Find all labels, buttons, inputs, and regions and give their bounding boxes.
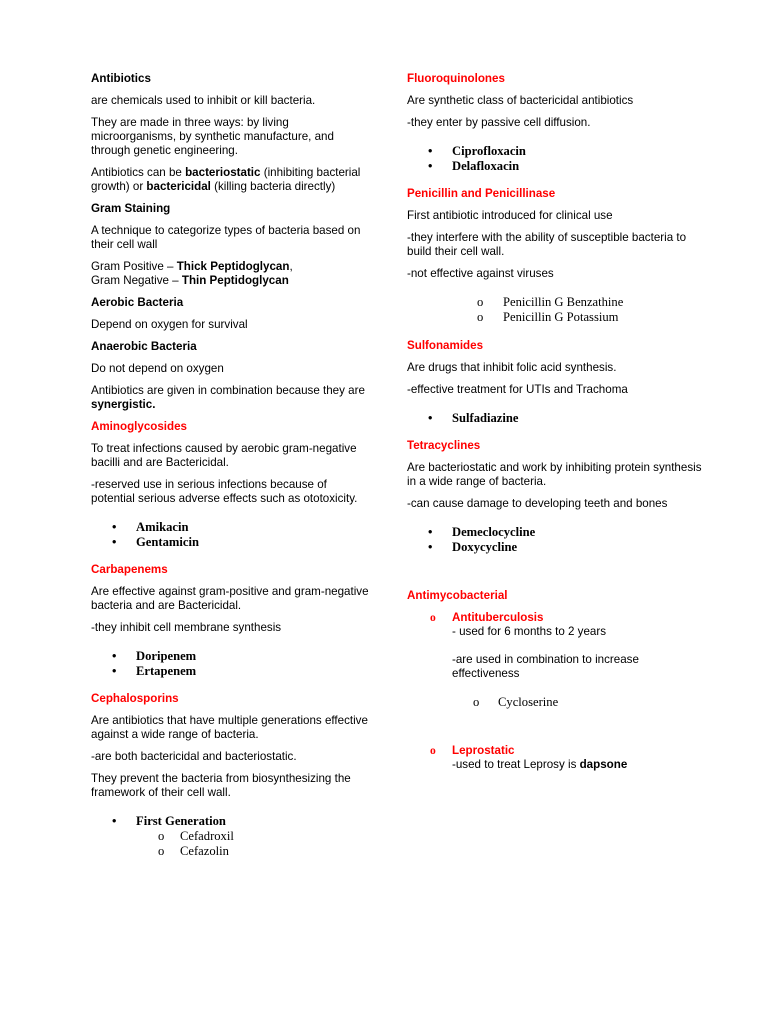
left-column [91, 72, 369, 859]
antituberculosis-line1: - used for 6 months to 2 years [452, 625, 607, 638]
gram-types [91, 260, 369, 288]
subsection-title-leprostatic: Leprostatic [452, 744, 515, 757]
cephalosporins-sublist [91, 829, 369, 859]
list-item: • Amikacin [91, 520, 369, 535]
text-run: Antibiotics can be [91, 166, 186, 179]
text-run: Antibiotics are given in combination because they are [91, 384, 365, 397]
section-title-antimycobacterial: Antimycobacterial [407, 589, 508, 602]
tetracyclines-p2: -can cause damage to developing teeth and bones [407, 497, 668, 510]
section-title-tetracyclines: Tetracyclines [407, 439, 481, 452]
section-title-carbapenems: Carbapenems [91, 563, 168, 576]
section-title-cephalosporins: Cephalosporins [91, 692, 179, 705]
tetracyclines-p1: Are bacteriostatic and work by inhibiting protein synthesis in a wide range of bacteria. [407, 461, 702, 488]
term-thick: Thick Peptidoglycan [176, 260, 290, 273]
carbapenems-list [91, 649, 369, 679]
sulfonamides-list [407, 411, 707, 426]
list-item: • Doripenem [91, 649, 369, 664]
tetracyclines-list [407, 525, 707, 555]
carbapenems-p2: -they inhibit cell membrane synthesis [91, 621, 282, 634]
aminoglycosides-p1: To treat infections caused by aerobic gram-negative bacilli and are Bactericidal. [91, 442, 357, 469]
section-title-anaerobic: Anaerobic Bacteria [91, 340, 197, 353]
section-title-gram-staining: Gram Staining [91, 202, 171, 215]
section-title-sulfonamides: Sulfonamides [407, 339, 484, 352]
carbapenems-p1: Are effective against gram-positive and gram-negative bacteria and are Bactericidal. [91, 585, 369, 612]
sulfonamides-p2: -effective treatment for UTIs and Trachoma [407, 383, 628, 396]
text-run: (inhibiting bacterial growth) or [91, 166, 361, 193]
term-dapsone: dapsone [579, 758, 628, 771]
leprostatic-line [452, 758, 707, 772]
term-bacteriostatic: bacteriostatic [185, 166, 261, 179]
section-title-antibiotics: Antibiotics [91, 72, 151, 85]
list-item: o Cefazolin [91, 844, 369, 859]
penicillin-p3: -not effective against viruses [407, 267, 554, 280]
cephalosporins-list [91, 814, 369, 829]
list-item: • Delafloxacin [407, 159, 707, 174]
list-marker: o [430, 611, 436, 624]
list-marker: o [430, 744, 436, 757]
text-run: Gram Negative – [91, 274, 182, 287]
antituberculosis-section [407, 611, 707, 681]
cephalosporins-p3: They prevent the bacteria from biosynthesizing the framework of their cell wall. [91, 772, 351, 799]
list-item: • Gentamicin [91, 535, 369, 550]
fluoroquinolones-p2: -they enter by passive cell diffusion. [407, 116, 591, 129]
list-item: • Demeclocycline [407, 525, 707, 540]
list-item: o Penicillin G Benzathine [407, 295, 707, 310]
list-item: • Sulfadiazine [407, 411, 707, 426]
list-item: o Cycloserine [407, 695, 707, 710]
cephalosporins-p2: -are both bactericidal and bacteriostatic. [91, 750, 297, 763]
combination-note [91, 384, 369, 412]
term-thin: Thin Peptidoglycan [181, 274, 289, 287]
section-title-fluoroquinolones: Fluoroquinolones [407, 72, 505, 85]
antituberculosis-list [407, 695, 707, 710]
anaerobic-definition: Do not depend on oxygen [91, 362, 224, 375]
text-run: -used to treat Leprosy is [452, 758, 580, 771]
list-item: • Ertapenem [91, 664, 369, 679]
section-title-aminoglycosides: Aminoglycosides [91, 420, 187, 433]
list-item: • Ciprofloxacin [407, 144, 707, 159]
antituberculosis-line2: -are used in combination to increase effectiveness [452, 653, 639, 680]
text-run: (killing bacteria directly) [210, 180, 336, 193]
leprostatic-section [407, 744, 707, 772]
antibiotics-definition: are chemicals used to inhibit or kill bacteria. [91, 94, 316, 107]
penicillin-p2: -they interfere with the ability of susceptible bacteria to build their cell wall. [407, 231, 687, 258]
aminoglycosides-p2: -reserved use in serious infections because of potential serious adverse effects such as ototoxicity. [91, 478, 358, 505]
antibiotics-types [91, 166, 369, 194]
penicillin-list [407, 295, 707, 325]
list-item: • First Generation [91, 814, 369, 829]
right-column [407, 72, 707, 772]
gram-definition: A technique to categorize types of bacteria based on their cell wall [91, 224, 361, 251]
list-item: • Doxycycline [407, 540, 707, 555]
section-title-aerobic: Aerobic Bacteria [91, 296, 184, 309]
section-title-penicillin: Penicillin and Penicillinase [407, 187, 556, 200]
term-synergistic: synergistic. [91, 398, 156, 411]
penicillin-p1: First antibiotic introduced for clinical use [407, 209, 613, 222]
list-item: o Penicillin G Potassium [407, 310, 707, 325]
term-bactericidal: bactericidal [146, 180, 211, 193]
list-item: o Cefadroxil [91, 829, 369, 844]
aminoglycosides-list [91, 520, 369, 550]
aerobic-definition: Depend on oxygen for survival [91, 318, 248, 331]
cephalosporins-p1: Are antibiotics that have multiple generations effective against a wide range of bacteria. [91, 714, 368, 741]
antibiotics-made: They are made in three ways: by living microorganisms, by synthetic manufacture, and through genetic engineering. [91, 116, 334, 157]
subsection-title-antituberculosis: Antituberculosis [452, 611, 544, 624]
fluoroquinolones-list [407, 144, 707, 174]
text-run: Gram Positive – [91, 260, 177, 273]
text-run: , [289, 260, 293, 273]
fluoroquinolones-p1: Are synthetic class of bactericidal antibiotics [407, 94, 634, 107]
sulfonamides-p1: Are drugs that inhibit folic acid synthesis. [407, 361, 617, 374]
